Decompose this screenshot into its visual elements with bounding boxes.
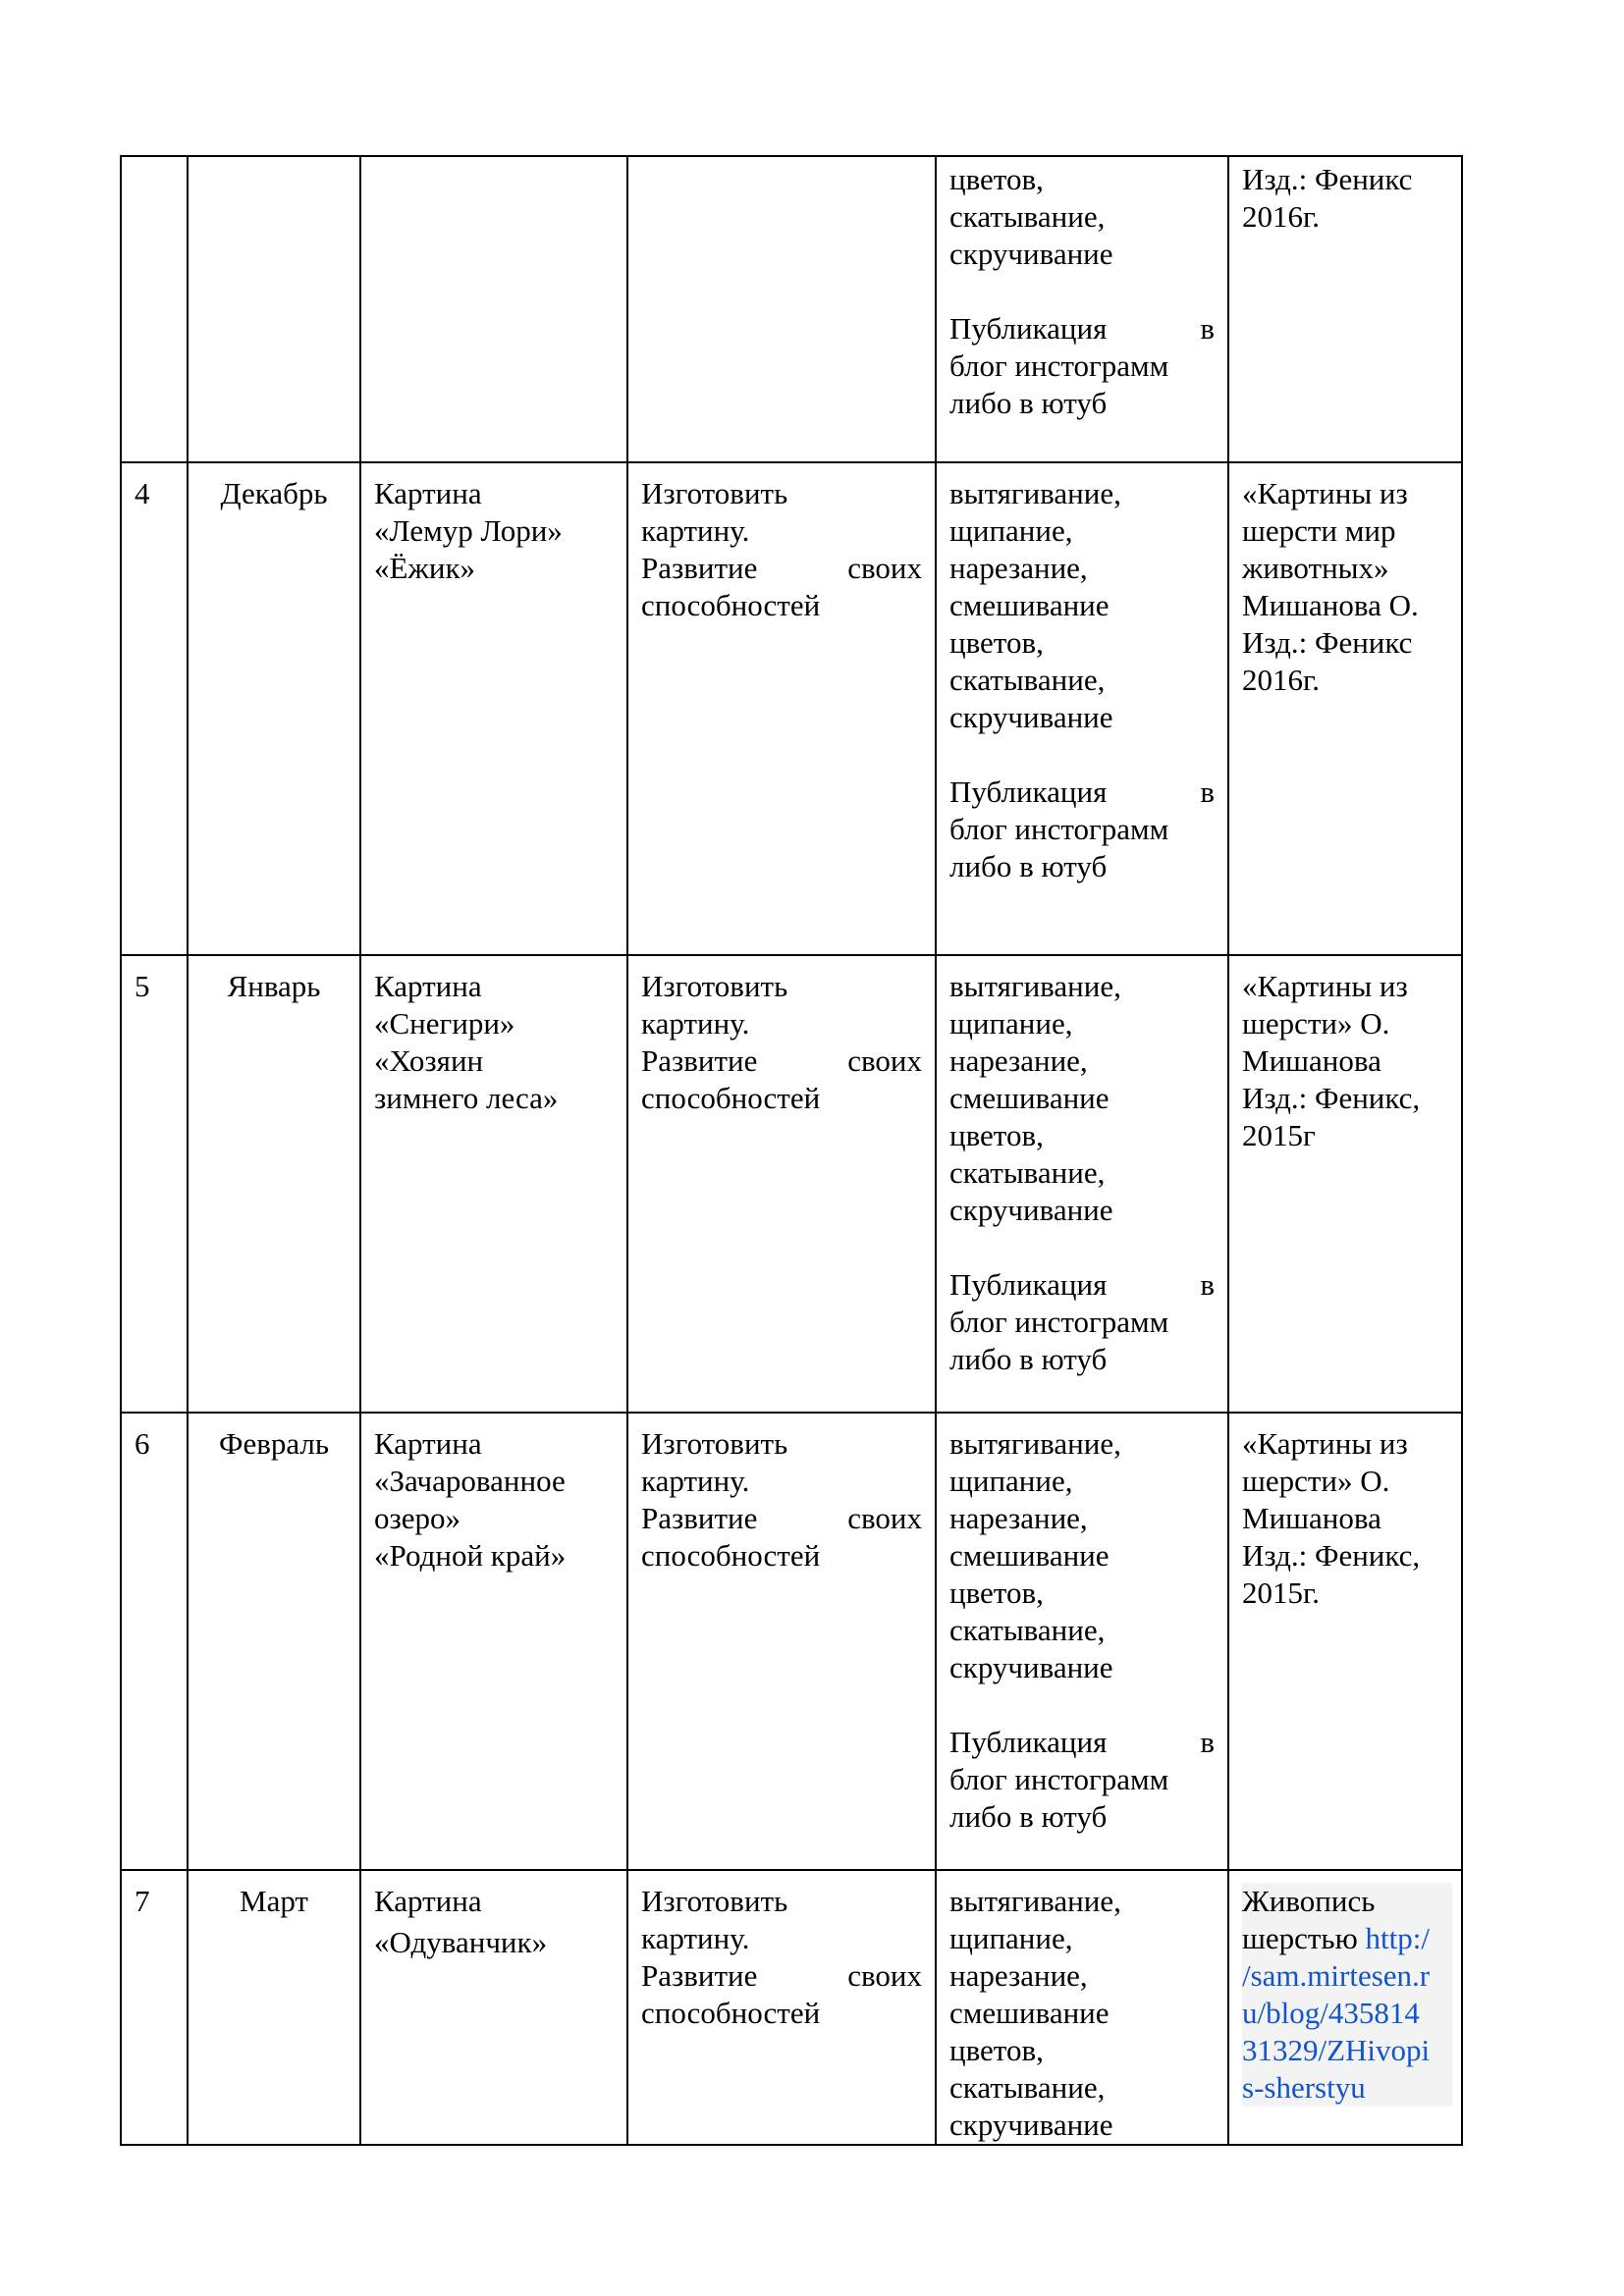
source-line: шерсти» О.: [1242, 1006, 1390, 1041]
technique-item: скручивание: [949, 237, 1113, 271]
technique-item: смешивание: [949, 1081, 1110, 1115]
number-cell: 4: [121, 462, 188, 955]
topic-line: «Родной край»: [374, 1538, 567, 1573]
topic-line: «Лемур Лори»: [374, 513, 563, 548]
source-line: «Картины из: [1242, 969, 1408, 1003]
techniques-cell: [936, 1413, 1228, 1870]
table-row: [121, 1870, 1462, 2145]
technique-item: скручивание: [949, 1650, 1113, 1684]
technique-item: смешивание: [949, 1996, 1110, 2030]
technique-item: нарезание,: [949, 1958, 1088, 1993]
source-link-part: u/blog/435814: [1242, 1996, 1420, 2030]
goal-line: способностей: [641, 588, 821, 622]
source-line: Мишанова: [1242, 1043, 1381, 1078]
source-line: «Картины из: [1242, 476, 1408, 510]
source-line: Изд.: Феникс: [1242, 625, 1413, 660]
technique-item: вытягивание,: [949, 1884, 1121, 1918]
goal-line: способностей: [641, 1081, 821, 1115]
publication-line: блог инстограмм: [949, 1305, 1169, 1339]
publication-line: либо в ютуб: [949, 1799, 1108, 1834]
goal-cell: [627, 1413, 936, 1870]
source-link-part: s-sherstyu: [1242, 2070, 1366, 2105]
source-cell: [1228, 156, 1462, 462]
topic-line: Картина: [374, 1426, 482, 1461]
goal-line: [641, 1500, 922, 1537]
topic-line: Картина: [374, 1884, 482, 1918]
table-row: [121, 462, 1462, 955]
publication-line: [949, 1724, 1215, 1761]
publication-line: [949, 774, 1215, 811]
goal-line: способностей: [641, 1996, 821, 2030]
goal-line: картину.: [641, 1921, 750, 1955]
publication-word: Публикация: [949, 774, 1108, 809]
goal-line: [641, 1957, 922, 1995]
table-row: [121, 156, 1462, 462]
number-cell: [121, 156, 188, 462]
technique-item: цветов,: [949, 1575, 1044, 1610]
goal-line: [641, 550, 922, 587]
topic-line: «Одуванчик»: [374, 1925, 548, 1959]
goal-line: Изготовить: [641, 476, 788, 510]
topic-line: «Хозяин: [374, 1043, 484, 1078]
source-cell: [1228, 955, 1462, 1413]
topic-line: Картина: [374, 969, 482, 1003]
technique-item: скатывание,: [949, 2070, 1106, 2105]
technique-item: скручивание: [949, 1193, 1113, 1227]
source-line: «Картины из: [1242, 1426, 1408, 1461]
technique-item: скатывание,: [949, 663, 1106, 697]
goal-word: своих: [847, 1958, 922, 1993]
source-line: Изд.: Феникс: [1242, 162, 1413, 196]
source-link-part: /sam.mirtesen.r: [1242, 1958, 1431, 1993]
technique-item: скручивание: [949, 2108, 1113, 2142]
month-cell: Март: [188, 1870, 360, 2145]
goal-cell: [627, 462, 936, 955]
goal-word: своих: [847, 1501, 922, 1535]
techniques-cell: [936, 1870, 1228, 2145]
goal-word: Развитие: [641, 1043, 758, 1078]
topic-line: озеро»: [374, 1501, 461, 1535]
goal-word: Развитие: [641, 1958, 758, 1993]
source-line: Изд.: Феникс,: [1242, 1538, 1421, 1573]
goal-line: картину.: [641, 1006, 750, 1041]
technique-item: цветов,: [949, 1118, 1044, 1152]
source-line: 2015г: [1242, 1118, 1316, 1152]
goal-word: Развитие: [641, 551, 758, 585]
topic-line: «Зачарованное: [374, 1464, 566, 1498]
technique-item: скручивание: [949, 700, 1113, 734]
technique-item: смешивание: [949, 1538, 1110, 1573]
publication-line: блог инстограмм: [949, 1762, 1169, 1796]
technique-item: вытягивание,: [949, 1426, 1121, 1461]
publication-line: блог инстограмм: [949, 348, 1169, 383]
source-link-part: 31329/ZHivopi: [1242, 2033, 1431, 2067]
source-line: Изд.: Феникс,: [1242, 1081, 1421, 1115]
publication-word: в: [1200, 1725, 1215, 1759]
lesson-plan-table: [120, 155, 1463, 2146]
source-line: шерсти» О.: [1242, 1464, 1390, 1498]
technique-item: щипание,: [949, 513, 1073, 548]
source-line: 2016г.: [1242, 199, 1320, 234]
month-cell: Январь: [188, 955, 360, 1413]
source-cell: [1228, 1413, 1462, 1870]
goal-cell: [627, 955, 936, 1413]
source-line: шерсти мир: [1242, 513, 1396, 548]
technique-item: вытягивание,: [949, 969, 1121, 1003]
goal-line: способностей: [641, 1538, 821, 1573]
goal-word: своих: [847, 551, 922, 585]
technique-item: щипание,: [949, 1006, 1073, 1041]
topic-cell: [360, 955, 627, 1413]
topic-cell: [360, 1413, 627, 1870]
month-cell: [188, 156, 360, 462]
topic-line: зимнего леса»: [374, 1081, 559, 1115]
publication-line: блог инстограмм: [949, 812, 1169, 846]
month-cell: Февраль: [188, 1413, 360, 1870]
publication-word: Публикация: [949, 1725, 1108, 1759]
technique-item: вытягивание,: [949, 476, 1121, 510]
topic-line: «Ёжик»: [374, 551, 476, 585]
source-line: Мишанова: [1242, 1501, 1381, 1535]
goal-cell: [627, 156, 936, 462]
publication-line: [949, 1266, 1215, 1304]
source-cell: [1228, 462, 1462, 955]
goal-cell: [627, 1870, 936, 2145]
goal-word: своих: [847, 1043, 922, 1078]
goal-word: Развитие: [641, 1501, 758, 1535]
source-link-part: http:/: [1365, 1921, 1430, 1955]
publication-line: либо в ютуб: [949, 386, 1108, 420]
technique-item: смешивание: [949, 588, 1110, 622]
topic-cell: [360, 1870, 627, 2145]
table-row: [121, 955, 1462, 1413]
source-text: Живопись: [1242, 1884, 1376, 1918]
technique-item: цветов,: [949, 625, 1044, 660]
technique-item: щипание,: [949, 1464, 1073, 1498]
technique-item: нарезание,: [949, 551, 1088, 585]
goal-line: картину.: [641, 513, 750, 548]
month-cell: Декабрь: [188, 462, 360, 955]
publication-line: [949, 310, 1215, 347]
techniques-cell: [936, 462, 1228, 955]
table-row: [121, 1413, 1462, 1870]
topic-cell: [360, 156, 627, 462]
goal-line: Изготовить: [641, 1884, 788, 1918]
technique-item: скатывание,: [949, 1613, 1106, 1647]
goal-line: картину.: [641, 1464, 750, 1498]
goal-line: Изготовить: [641, 1426, 788, 1461]
goal-line: Изготовить: [641, 969, 788, 1003]
techniques-cell: [936, 156, 1228, 462]
technique-item: цветов,: [949, 162, 1044, 196]
number-cell: 6: [121, 1413, 188, 1870]
publication-line: либо в ютуб: [949, 1342, 1108, 1376]
source-text: шерстью: [1242, 1921, 1358, 1955]
publication-word: в: [1200, 1267, 1215, 1302]
publication-word: Публикация: [949, 1267, 1108, 1302]
number-cell: 7: [121, 1870, 188, 2145]
technique-item: скатывание,: [949, 1155, 1106, 1190]
source-line: животных»: [1242, 551, 1389, 585]
number-cell: 5: [121, 955, 188, 1413]
source-line: 2016г.: [1242, 663, 1320, 697]
technique-item: цветов,: [949, 2033, 1044, 2067]
technique-item: нарезание,: [949, 1501, 1088, 1535]
technique-item: щипание,: [949, 1921, 1073, 1955]
technique-item: нарезание,: [949, 1043, 1088, 1078]
source-line: 2015г.: [1242, 1575, 1320, 1610]
goal-line: [641, 1042, 922, 1080]
topic-line: «Снегири»: [374, 1006, 515, 1041]
topic-line: Картина: [374, 476, 482, 510]
publication-line: либо в ютуб: [949, 849, 1108, 883]
topic-cell: [360, 462, 627, 955]
publication-word: в: [1200, 774, 1215, 809]
technique-item: скатывание,: [949, 199, 1106, 234]
source-line: Мишанова О.: [1242, 588, 1419, 622]
source-cell: [1228, 1870, 1462, 2145]
publication-word: Публикация: [949, 311, 1108, 346]
publication-word: в: [1200, 311, 1215, 346]
techniques-cell: [936, 955, 1228, 1413]
